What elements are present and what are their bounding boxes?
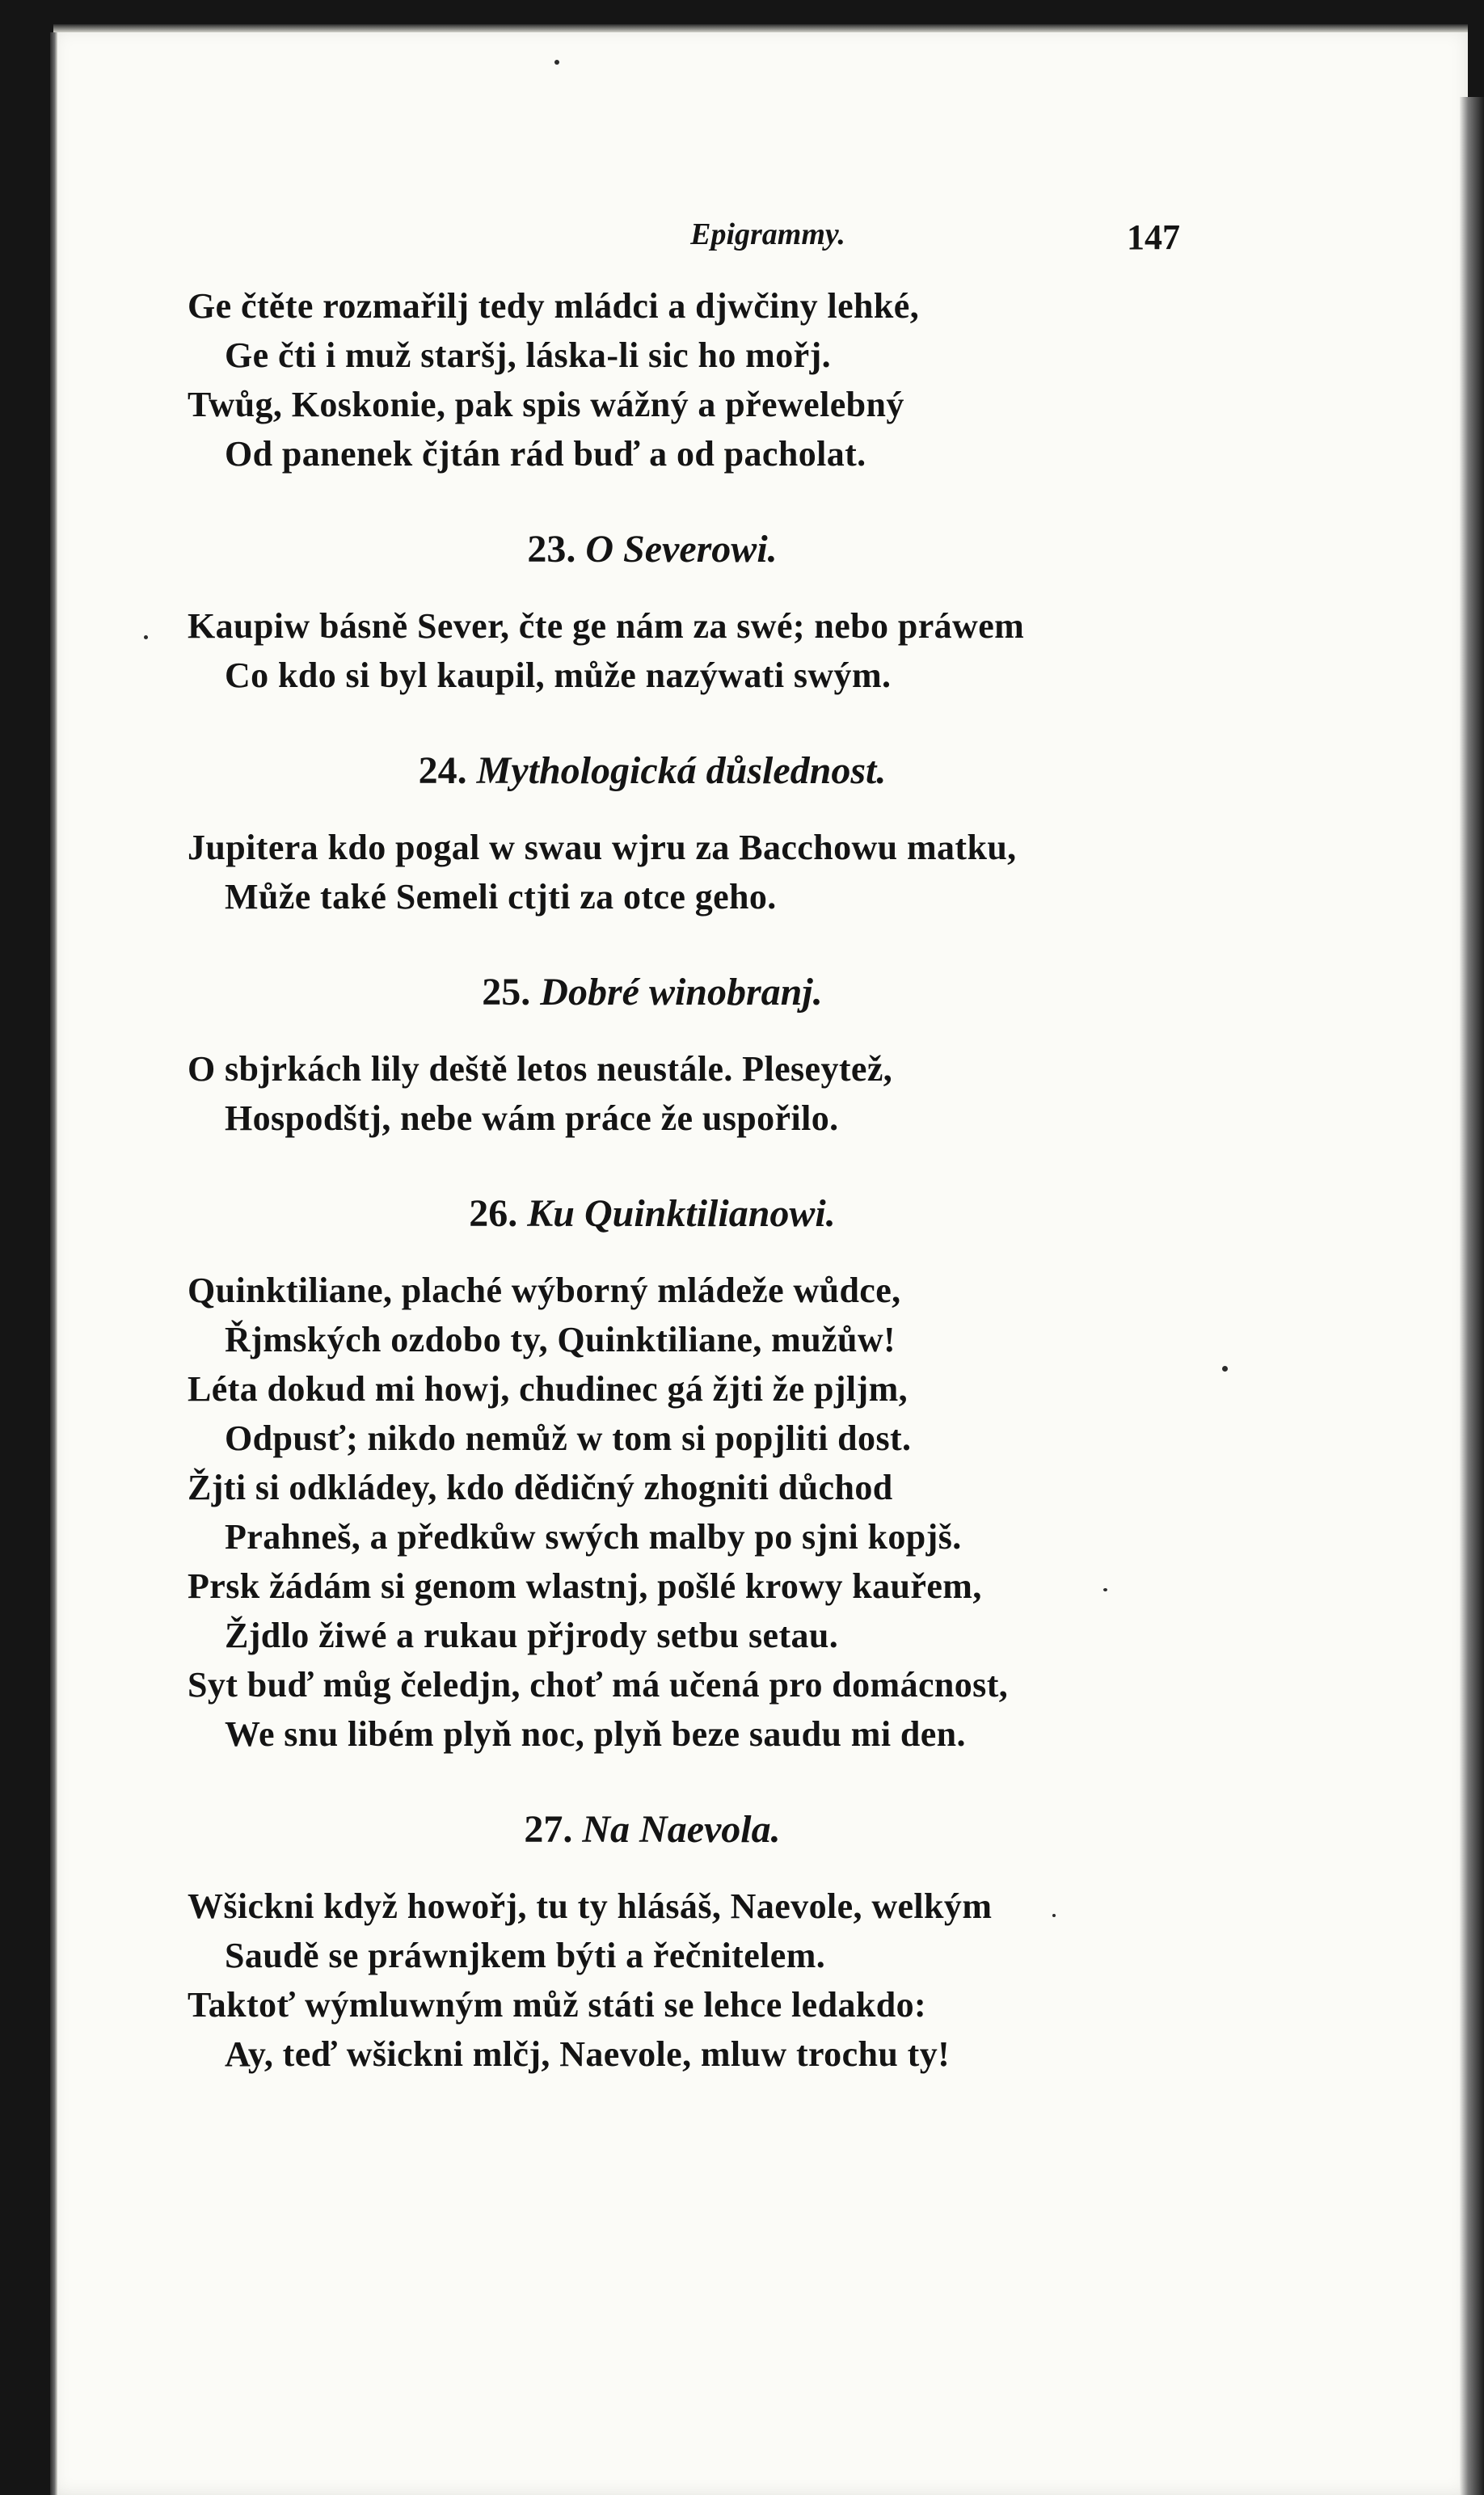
verse-line: O sbjrkách lily deště letos neustále. Pleseytež, — [188, 1049, 893, 1089]
verse-line: Žjdlo žiwé a rukau přjrody setbu setau. — [225, 1616, 839, 1655]
verse-line: Syt buď můg čeledjn, choť má učená pro domácnost, — [188, 1665, 1009, 1705]
poem-number: 23. — [527, 528, 576, 571]
poem-26 — [188, 1188, 1117, 1759]
verse-line: Kaupiw básně Sever, čte ge nám za swé; nebo práwem — [188, 606, 1025, 646]
poem-25 — [188, 967, 1117, 1143]
verse-line: Prsk žádám si genom wlastnj, pošlé krowy kauřem, — [188, 1566, 982, 1606]
poem-heading — [188, 745, 1117, 797]
verse-line: We snu libém plyň noc, plyň beze saudu mi den. — [225, 1714, 966, 1754]
poem-number: 24. — [418, 749, 467, 792]
verse-line: Ay, teď wšickni mlčj, Naevole, mluw trochu ty! — [225, 2034, 951, 2074]
running-head — [162, 217, 1212, 265]
poem-title: Ku Quinktilianowi. — [527, 1192, 836, 1235]
verse-line: Může také Semeli ctjti za otce geho. — [225, 877, 777, 917]
poem-title: Na Naevola. — [582, 1808, 781, 1851]
poem-heading — [188, 1188, 1117, 1240]
verse-line: Prahneš, a předkůw swých malby po sjni kopjš. — [225, 1517, 962, 1557]
verse-line: Hospodštj, nebe wám práce že uspořilo. — [225, 1098, 839, 1138]
verse-line: Co kdo si byl kaupil, může nazýwati swým. — [225, 655, 892, 695]
poem-title: Dobré winobranj. — [540, 971, 823, 1014]
poem-heading — [188, 1804, 1117, 1856]
poem-number: 25. — [482, 971, 531, 1014]
poem-title: O Severowi. — [585, 528, 778, 571]
page-number: 147 — [1127, 217, 1180, 257]
poem-24 — [188, 745, 1117, 921]
verse-line: Léta dokud mi howj, chudinec gá žjti že pjljm, — [188, 1369, 909, 1409]
running-head-title: Epigrammy. — [690, 217, 845, 251]
text-block — [188, 281, 1117, 2079]
verse-line: Quinktiliane, plaché wýborný mládeže wůdce, — [188, 1271, 901, 1310]
verse-line: Od panenek čjtán rád buď a od pacholat. — [225, 434, 866, 474]
poem-heading — [188, 524, 1117, 575]
verse-line: Řjmských ozdobo ty, Quinktiliane, mužůw! — [225, 1320, 896, 1359]
verse-line: Ge čti i muž staršj, láska-li sic ho mořj. — [225, 335, 832, 375]
poem-number: 26. — [469, 1192, 518, 1235]
poem-23 — [188, 524, 1117, 700]
poem-heading — [188, 967, 1117, 1018]
intro-verse — [188, 281, 1117, 478]
verse-line: Žjti si odkládey, kdo dědičný zhogniti důchod — [188, 1468, 893, 1507]
verse-line: Twůg, Koskonie, pak spis wážný a přewelebný — [188, 385, 904, 424]
poem-title: Mythologická důslednost. — [476, 749, 887, 792]
poem-27 — [188, 1804, 1117, 2079]
verse-line: Jupitera kdo pogal w swau wjru za Bacchowu matku, — [188, 828, 1017, 867]
verse-line: Odpusť; nikdo nemůž w tom si popjliti dost. — [225, 1418, 912, 1458]
verse-line: Saudě se práwnjkem býti a řečnitelem. — [225, 1936, 826, 1975]
verse-line: Ge čtěte rozmařilj tedy mládci a djwčiny lehké, — [188, 286, 920, 326]
poem-number: 27. — [524, 1808, 573, 1851]
verse-line: Taktoť wýmluwným můž státi se lehce ledakdo: — [188, 1985, 927, 2025]
verse-line: Wšickni když howořj, tu ty hlásáš, Naevole, welkým — [188, 1886, 993, 1926]
